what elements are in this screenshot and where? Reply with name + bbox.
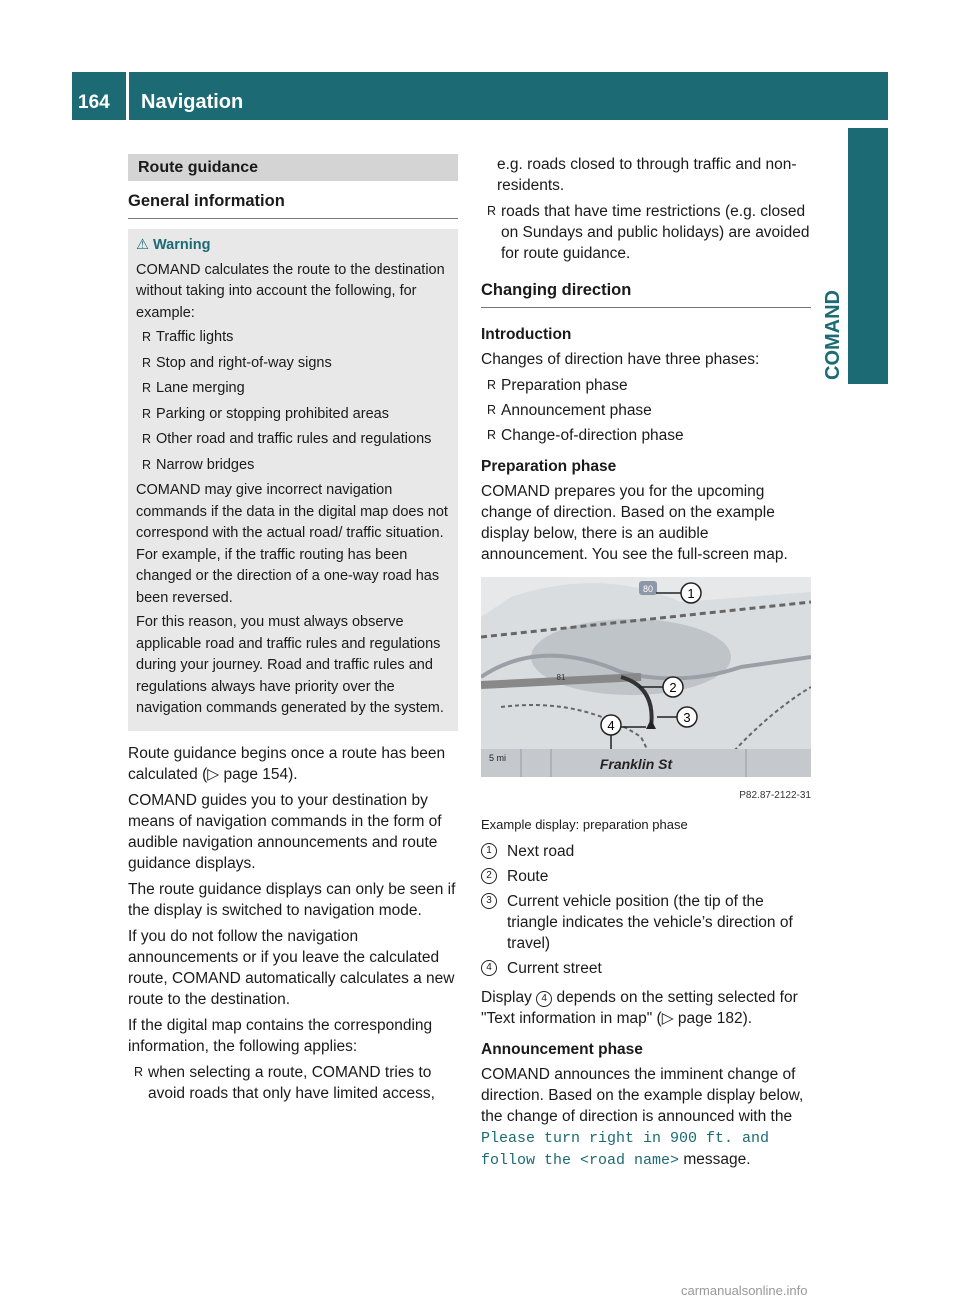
general-information-heading: General information xyxy=(128,191,458,219)
warning-item: R Traffic lights xyxy=(136,327,450,349)
svg-text:3: 3 xyxy=(683,710,691,725)
phase-item: R Announcement phase xyxy=(481,400,811,421)
warning-intro: COMAND calculates the route to the destination without taking into account the following, for example: xyxy=(136,261,445,321)
header-divider xyxy=(126,72,129,120)
legend-item: 2 Route xyxy=(481,866,811,887)
svg-text:80: 80 xyxy=(642,584,654,594)
body-paragraph: COMAND prepares you for the upcoming change of direction. Based on the example display below, there is an audible announcement. You see the full-screen map. xyxy=(481,483,788,563)
right-column xyxy=(481,154,811,1176)
introduction-heading: Introduction xyxy=(481,326,572,343)
route-guidance-heading: Route guidance xyxy=(128,154,458,181)
figure-caption: Example display: preparation phase xyxy=(481,817,688,832)
left-column xyxy=(128,154,458,1108)
svg-text:81: 81 xyxy=(556,673,566,682)
list-item: R roads that have time restrictions (e.g. closed on Sundays and public holidays) are avoided for route guidance. xyxy=(481,201,811,264)
announcement-heading: Announcement phase xyxy=(481,1041,643,1058)
display-paragraph: Display 4 depends on the setting selected for "Text information in map" (▷ page 182). xyxy=(481,989,798,1027)
warning-item: R Lane merging xyxy=(136,378,450,400)
warning-item: R Parking or stopping prohibited areas xyxy=(136,404,450,426)
page-number: 164 xyxy=(78,92,110,113)
figure-code: P82.87-2122-31 xyxy=(739,790,811,801)
map-image xyxy=(481,577,811,777)
svg-text:2: 2 xyxy=(669,680,677,695)
warning-title: ⚠ Warning xyxy=(136,237,211,253)
map-figure xyxy=(481,577,811,806)
legend-item: 3 Current vehicle position (the tip of the triangle indicates the vehicle’s direction of travel) xyxy=(481,891,811,954)
side-tab-label: COMAND xyxy=(822,290,844,380)
section-title: Navigation xyxy=(141,91,244,113)
warning-icon: ⚠ xyxy=(136,237,154,253)
preparation-heading: Preparation phase xyxy=(481,458,617,475)
body-paragraph: If the digital map contains the corresponding information, the following applies: xyxy=(128,1016,433,1055)
phase-item: R Preparation phase xyxy=(481,375,811,396)
phase-item: R Change-of-direction phase xyxy=(481,425,811,446)
list-item-continued: e.g. roads closed to through traffic and non-residents. xyxy=(497,156,797,194)
warning-item: R Stop and right-of-way signs xyxy=(136,353,450,375)
warning-item: R Narrow bridges xyxy=(136,455,450,477)
body-paragraph: Changes of direction have three phases: xyxy=(481,351,760,368)
watermark: carmanualsonline.info xyxy=(681,1283,808,1298)
svg-text:Franklin St: Franklin St xyxy=(599,756,673,772)
warning-item: R Other road and traffic rules and regulations xyxy=(136,429,450,451)
warning-para: COMAND may give incorrect navigation commands if the data in the digital map does not correspond with the actual road/ traffic situation. For example, if the traffic routing has been changed or the direction of a one-way road has been reversed. xyxy=(136,482,448,606)
body-paragraph: COMAND guides you to your destination by means of navigation commands in the form of audible navigation announcements and route guidance displays. xyxy=(128,791,442,872)
announcement-paragraph: COMAND announces the imminent change of direction. Based on the example display below, the change of direction is announced with the Please turn right in 900 ft. and follow the <road name> message. xyxy=(481,1066,804,1169)
list-item: R when selecting a route, COMAND tries to avoid roads that only have limited access, xyxy=(128,1062,458,1104)
body-paragraph: If you do not follow the navigation announcements or if you leave the calculated route, COMAND automatically calculates a new route to the destination. xyxy=(128,927,455,1008)
changing-direction-heading: Changing direction xyxy=(481,280,811,308)
body-paragraph: Route guidance begins once a route has been calculated (▷ page 154). xyxy=(128,744,446,783)
body-paragraph: The route guidance displays can only be seen if the display is switched to navigation mode. xyxy=(128,880,456,919)
warning-box xyxy=(128,229,458,731)
warning-para: For this reason, you must always observe applicable road and traffic rules and regulations during your journey. Road and traffic rules and regulations always have priority over the navigation commands generated by the system. xyxy=(136,614,444,716)
legend-item: 4 Current street xyxy=(481,958,811,979)
side-tab-block xyxy=(848,128,888,384)
svg-text:1: 1 xyxy=(687,586,695,601)
legend-item: 1 Next road xyxy=(481,841,811,862)
svg-text:4: 4 xyxy=(607,718,615,733)
svg-text:5 mi: 5 mi xyxy=(489,753,507,763)
